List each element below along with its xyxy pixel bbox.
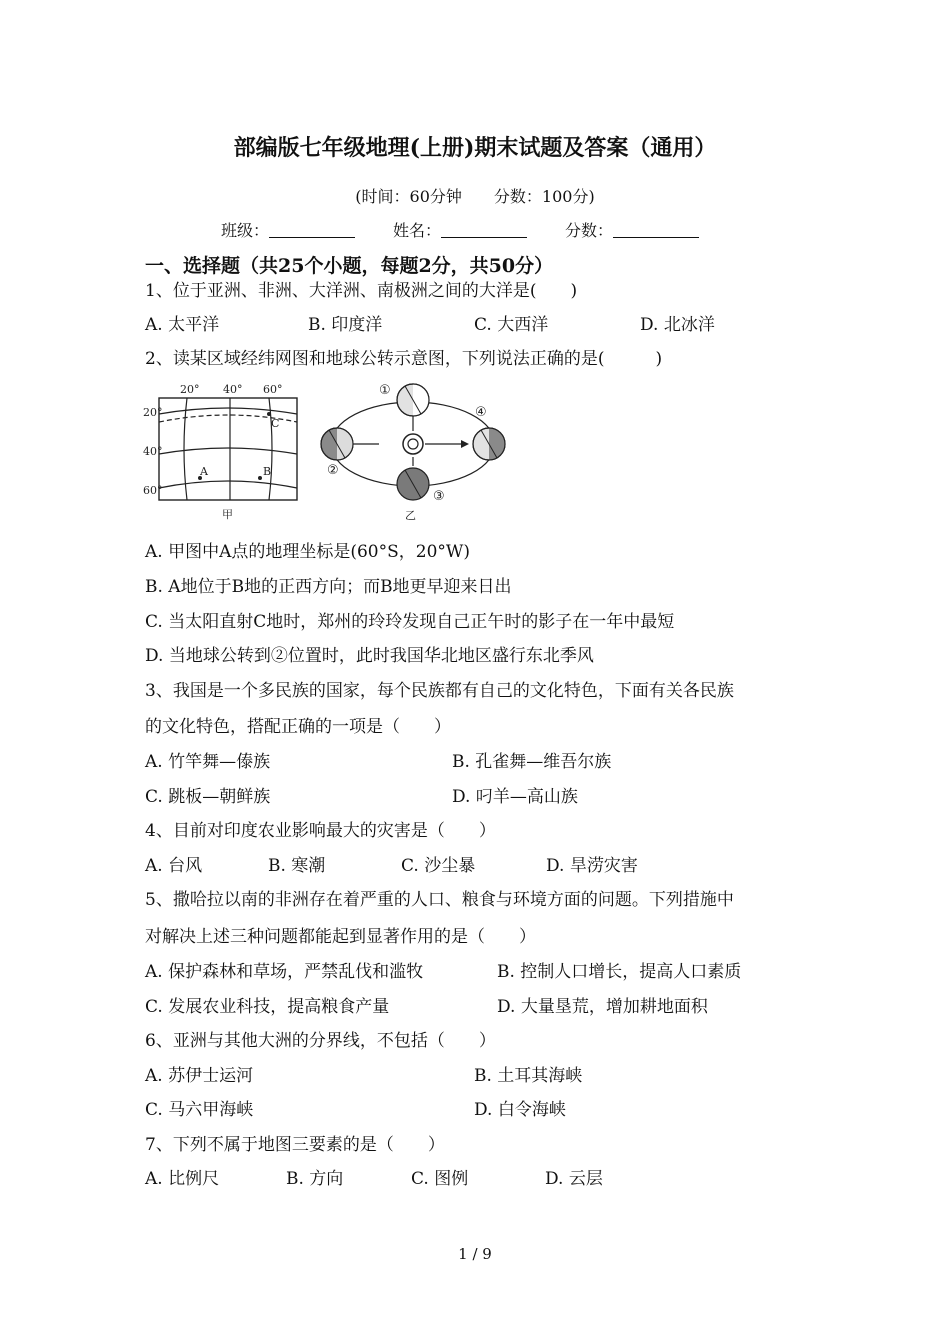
exam-info	[0, 186, 950, 208]
question-7-option-a: A. 比例尺	[145, 1169, 220, 1189]
question-5-option-d: D. 大量垦荒，增加耕地面积	[497, 997, 708, 1017]
question-6-stem: 6、亚洲与其他大洲的分界线，不包括（ ）	[145, 1031, 496, 1051]
question-5-stem-cont: 对解决上述三种问题都能起到显著作用的是（ ）	[145, 927, 536, 947]
question-2-option-a: A. 甲图中A点的地理坐标是(60°S，20°W)	[145, 542, 471, 562]
question-1-option-a: A. 太平洋	[145, 315, 220, 335]
grid-top-label-40: 40°	[223, 383, 243, 396]
question-4-option-c: C. 沙尘暴	[401, 856, 476, 876]
question-6-option-b: B. 土耳其海峡	[474, 1066, 583, 1086]
grid-top-label-20: 20°	[180, 383, 200, 396]
page-title: 部编版七年级地理(上册)期末试题及答案（通用）	[233, 135, 717, 161]
question-1-option-d: D. 北冰洋	[640, 315, 715, 335]
grid-left-label-20: 20°	[143, 406, 163, 419]
class-blank	[269, 221, 355, 238]
grid-left-label-40: 40°	[143, 445, 163, 458]
question-7-option-c: C. 图例	[411, 1169, 469, 1189]
question-2-option-b: B. A地位于B地的正西方向；而B地更早迎来日出	[145, 577, 512, 597]
question-5-option-c: C. 发展农业科技，提高粮食产量	[145, 997, 390, 1017]
question-2-stem: 2、读某区域经纬网图和地球公转示意图，下列说法正确的是( )	[145, 349, 663, 369]
question-1-stem: 1、位于亚洲、非洲、大洋洲、南极洲之间的大洋是( )	[145, 281, 578, 301]
score-blank	[613, 221, 699, 238]
name-blank	[441, 221, 527, 238]
orbit-label-2: ②	[327, 463, 339, 478]
exam-score: 分数：100分)	[493, 187, 595, 206]
question-7-option-d: D. 云层	[545, 1169, 603, 1189]
question-4-option-d: D. 旱涝灾害	[546, 856, 638, 876]
orbit-caption: 乙	[405, 509, 416, 522]
point-b-label: B	[263, 465, 272, 478]
orbit-label-3: ③	[433, 489, 445, 504]
question-2-option-c: C. 当太阳直射C地时，郑州的玲玲发现自己正午时的影子在一年中最短	[145, 612, 675, 632]
exam-time: (时间：60分钟	[355, 187, 462, 206]
orbit-label-4: ④	[475, 405, 487, 420]
page-number: 1 / 9	[458, 1245, 492, 1263]
question-4-stem: 4、目前对印度农业影响最大的灾害是（ ）	[145, 821, 496, 841]
question-5-option-b: B. 控制人口增长，提高人口素质	[497, 962, 742, 982]
grid-caption: 甲	[222, 508, 233, 521]
question-1-option-c: C. 大西洋	[474, 315, 549, 335]
question-3-option-b: B. 孔雀舞—维吾尔族	[452, 752, 612, 772]
question-3-option-c: C. 跳板—朝鲜族	[145, 787, 271, 807]
question-4-option-b: B. 寒潮	[268, 856, 326, 876]
question-6-option-d: D. 白令海峡	[474, 1100, 566, 1120]
question-3-option-d: D. 叼羊—高山族	[452, 787, 578, 807]
question-7-option-b: B. 方向	[286, 1169, 344, 1189]
question-3-option-a: A. 竹竿舞—傣族	[145, 752, 271, 772]
name-label: 姓名：	[393, 221, 442, 240]
question-5-stem: 5、撒哈拉以南的非洲存在着严重的人口、粮食与环境方面的问题。下列措施中	[145, 890, 734, 910]
question-6-option-c: C. 马六甲海峡	[145, 1100, 254, 1120]
question-6-option-a: A. 苏伊士运河	[145, 1066, 254, 1086]
student-fields	[221, 220, 699, 242]
question-3-stem-cont: 的文化特色，搭配正确的一项是（ ）	[145, 717, 451, 737]
orbit-label-1: ①	[379, 383, 391, 398]
orbit-diagram	[321, 383, 505, 522]
question-5-option-a: A. 保护森林和草场，严禁乱伐和滥牧	[145, 962, 424, 982]
point-a-label: A	[200, 465, 208, 478]
point-c-label: C	[271, 417, 280, 430]
lat-lon-grid	[159, 398, 297, 500]
question-4-option-a: A. 台风	[145, 856, 203, 876]
question-2-figure	[143, 378, 508, 523]
question-2-option-d: D. 当地球公转到②位置时，此时我国华北地区盛行东北季风	[145, 646, 594, 666]
section-heading: 一、选择题（共25个小题，每题2分，共50分）	[145, 255, 554, 277]
class-label: 班级：	[221, 221, 270, 240]
question-7-stem: 7、下列不属于地图三要素的是（ ）	[145, 1135, 445, 1155]
grid-left-label-60: 60°	[143, 484, 163, 497]
question-1-option-b: B. 印度洋	[308, 315, 383, 335]
question-3-stem: 3、我国是一个多民族的国家，每个民族都有自己的文化特色，下面有关各民族	[145, 681, 734, 701]
score-label: 分数：	[565, 221, 614, 240]
grid-top-label-60: 60°	[263, 383, 283, 396]
